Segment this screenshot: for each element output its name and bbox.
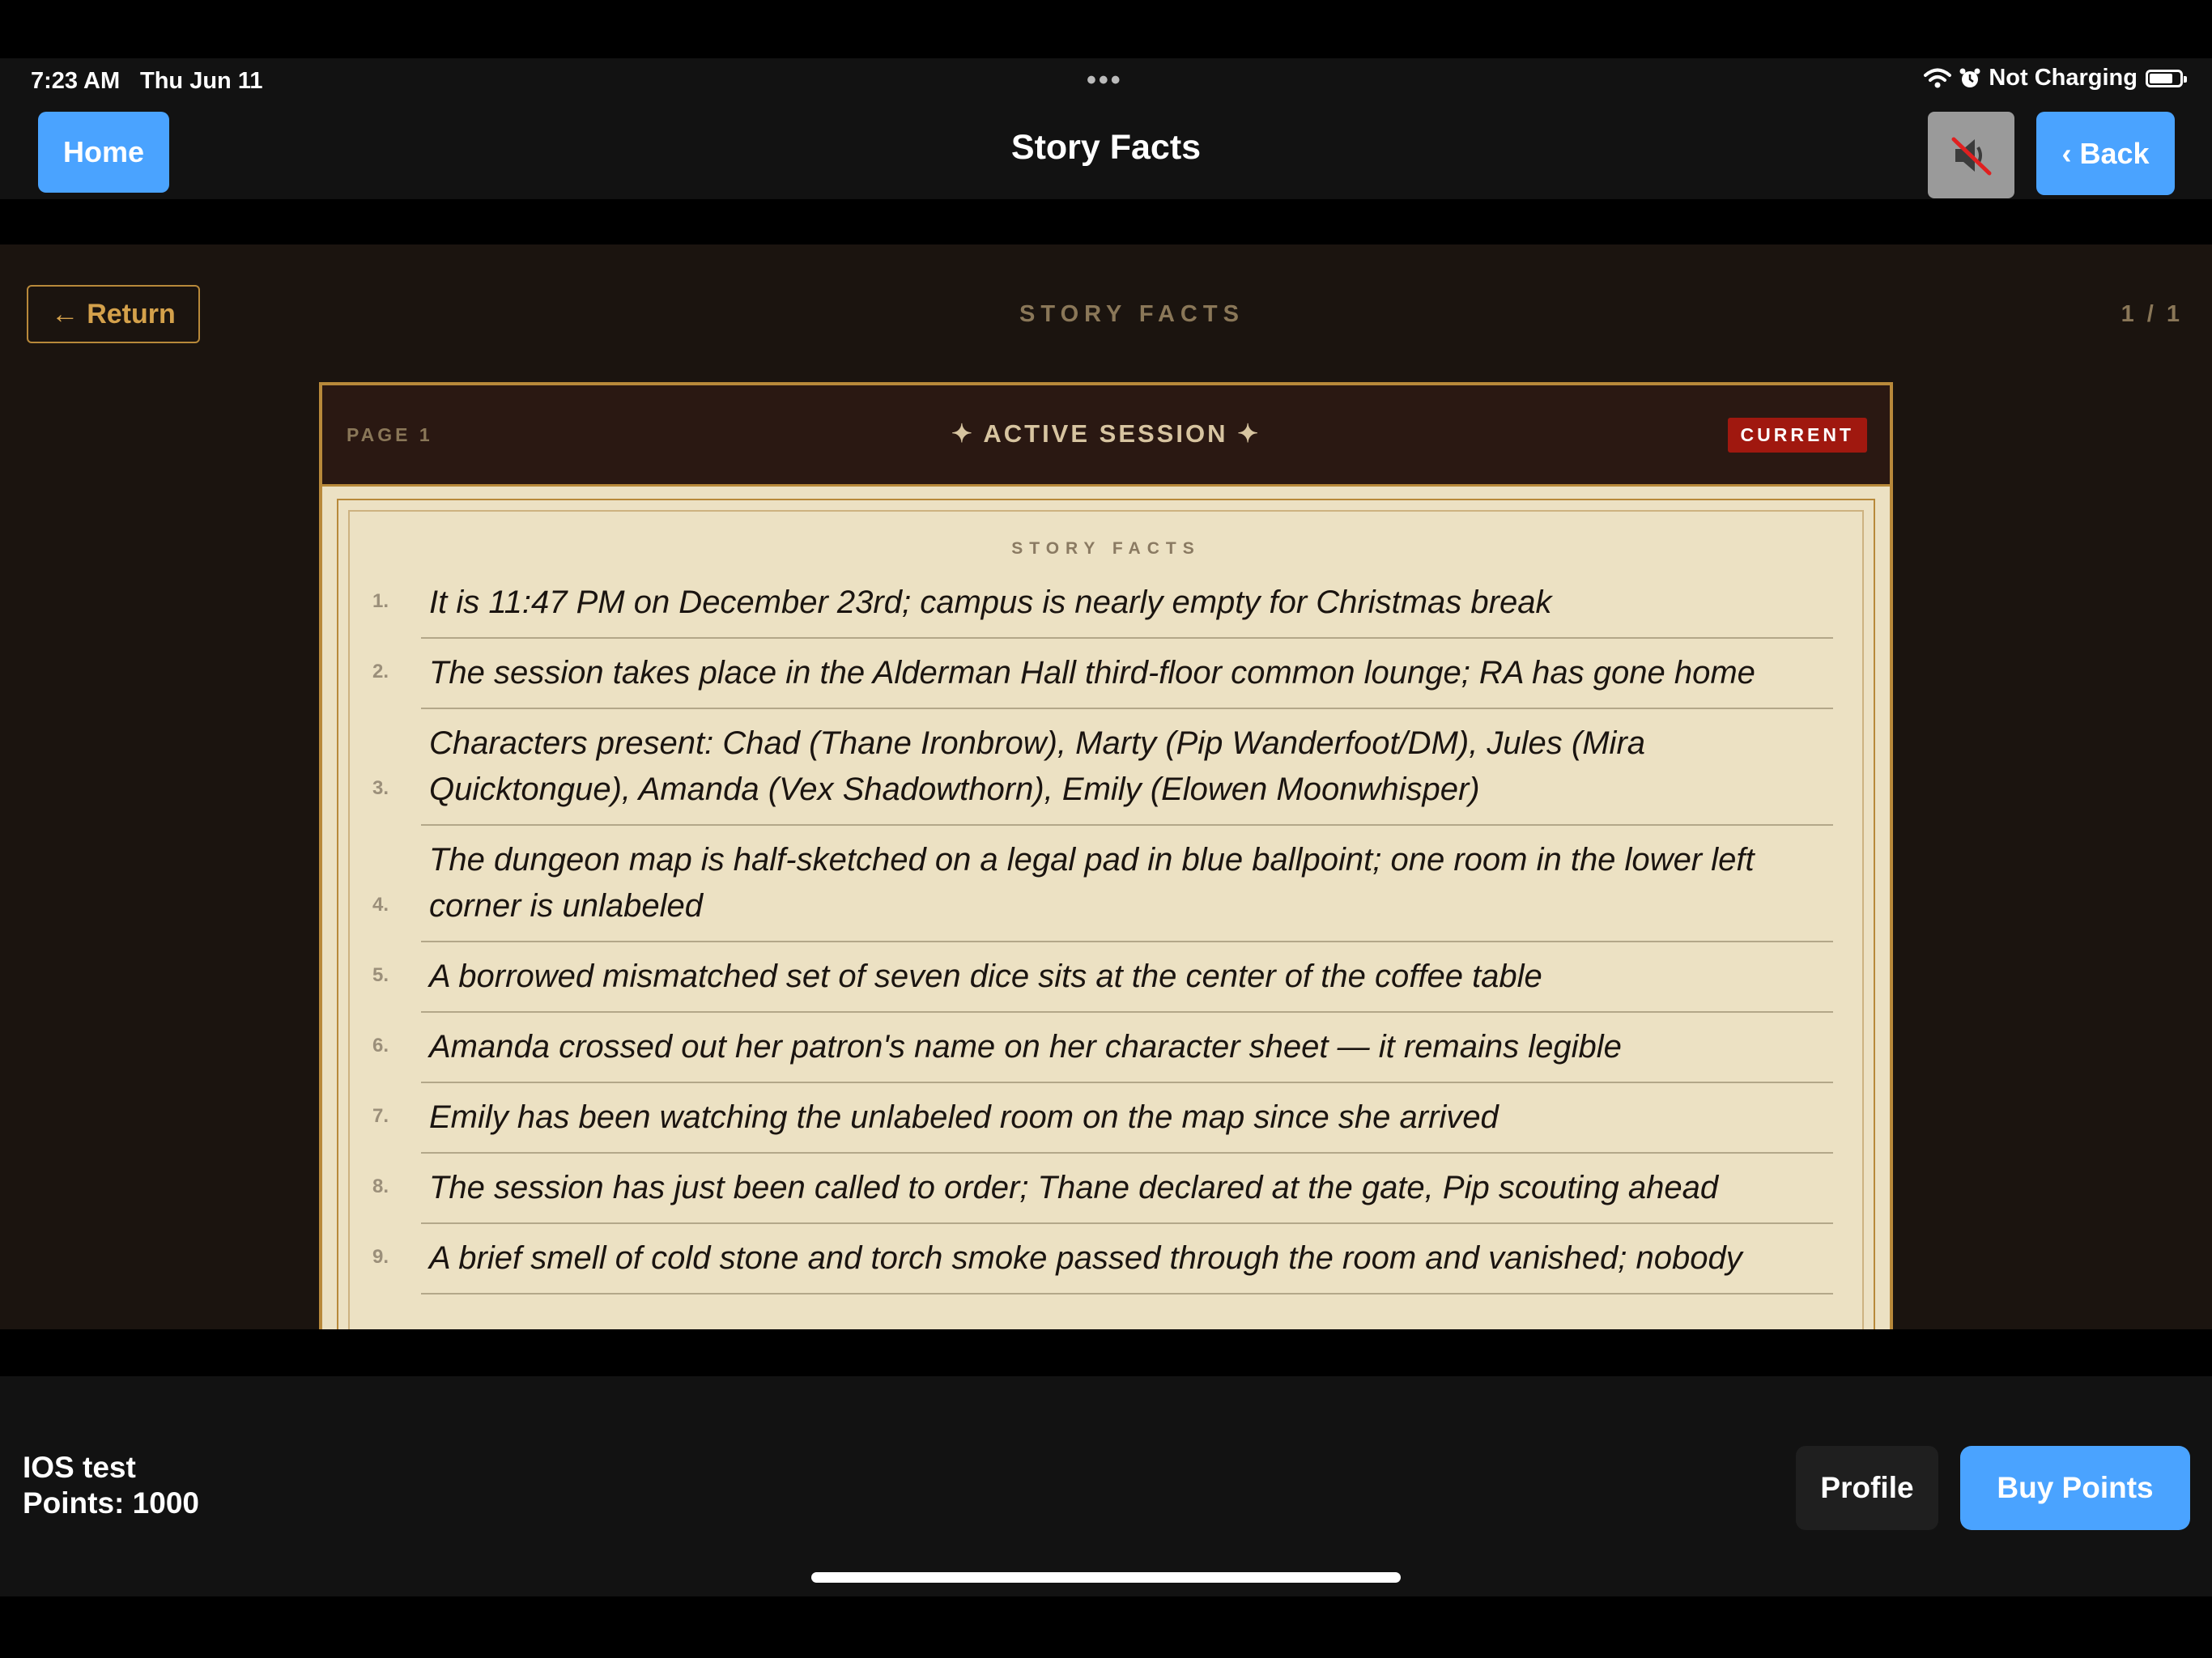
return-label: Return — [87, 298, 176, 329]
fact-item — [372, 1083, 1833, 1154]
points-balance: Points: 1000 — [23, 1486, 199, 1520]
card-body-inner — [348, 510, 1864, 1329]
home-button[interactable]: Home — [38, 112, 169, 193]
fact-number: 5. — [372, 964, 389, 986]
fact-number: 9. — [372, 1246, 389, 1268]
account-footer — [0, 1376, 2212, 1596]
page-title: Story Facts — [1010, 128, 1202, 167]
fact-text: Characters present: Chad (Thane Ironbrow), Marty (Pip Wanderfoot/DM), Jules (Mira Quicktongue), Amanda (Vex Shadowthorn), Emily (Elowen Moonwhisper) — [429, 725, 1646, 807]
fact-text: The session has just been called to order; Thane declared at the gate, Pip scouting ahead — [429, 1170, 1719, 1205]
fact-number: 3. — [372, 777, 389, 799]
fact-text: Amanda crossed out her patron's name on her character sheet — it remains legible — [429, 1029, 1622, 1065]
home-indicator[interactable] — [811, 1572, 1401, 1583]
fact-item — [372, 639, 1833, 709]
status-time: 7:23 AM — [31, 68, 121, 94]
fact-item — [372, 826, 1833, 942]
session-title: ✦ ACTIVE SESSION ✦ — [951, 419, 1261, 448]
arrow-left-icon: ← — [51, 298, 79, 329]
fact-text: A borrowed mismatched set of seven dice sits at the center of the coffee table — [429, 959, 1542, 994]
card-header — [322, 385, 1890, 487]
mute-button[interactable] — [1928, 112, 2014, 198]
section-title: STORY FACTS — [1019, 301, 1244, 327]
facts-heading: STORY FACTS — [1011, 539, 1201, 558]
alarm-icon — [1959, 67, 1980, 90]
battery-icon — [2146, 70, 2183, 87]
buy-points-button[interactable]: Buy Points — [1960, 1446, 2190, 1530]
back-button[interactable]: ‹ Back — [2036, 112, 2175, 195]
fact-item — [372, 942, 1833, 1013]
fact-number: 7. — [372, 1105, 389, 1127]
page-counter: 1 / 1 — [2121, 301, 2183, 327]
user-name: IOS test — [23, 1451, 136, 1484]
current-badge: CURRENT — [1728, 418, 1867, 453]
fact-text: A brief smell of cold stone and torch smoke passed through the room and vanished; nobody — [429, 1240, 1742, 1276]
fact-number: 2. — [372, 661, 389, 682]
fact-item — [372, 1154, 1833, 1224]
story-facts-view — [0, 244, 2212, 1329]
fact-number: 1. — [372, 590, 389, 612]
wifi-icon — [1924, 68, 1951, 89]
card-body — [337, 499, 1875, 1329]
status-indicators — [1924, 65, 2183, 91]
fact-text: The dungeon map is half-sketched on a legal pad in blue ballpoint; one room in the lower left corner is unlabeled — [429, 842, 1755, 924]
charging-status: Not Charging — [1989, 65, 2138, 91]
status-date: Thu Jun 11 — [140, 68, 263, 94]
nav-bar — [0, 104, 2212, 199]
fact-number: 8. — [372, 1175, 389, 1197]
profile-button[interactable]: Profile — [1796, 1446, 1938, 1530]
fact-item — [372, 568, 1833, 639]
fact-number: 6. — [372, 1035, 389, 1056]
multitasking-dots-icon[interactable]: ••• — [1087, 65, 1123, 96]
fact-text: The session takes place in the Alderman Hall third-floor common lounge; RA has gone home — [429, 655, 1755, 691]
fact-text: Emily has been watching the unlabeled room on the map since she arrived — [429, 1099, 1499, 1135]
story-page-card — [319, 382, 1893, 1329]
fact-text: It is 11:47 PM on December 23rd; campus is nearly empty for Christmas break — [429, 585, 1552, 620]
page-label: PAGE 1 — [347, 424, 433, 445]
fact-item — [372, 709, 1833, 826]
fact-item — [372, 1013, 1833, 1083]
fact-number: 4. — [372, 894, 389, 916]
facts-list[interactable] — [350, 568, 1862, 1295]
status-bar — [0, 58, 2212, 104]
fact-item — [372, 1224, 1833, 1295]
speaker-muted-icon — [1947, 131, 1996, 180]
